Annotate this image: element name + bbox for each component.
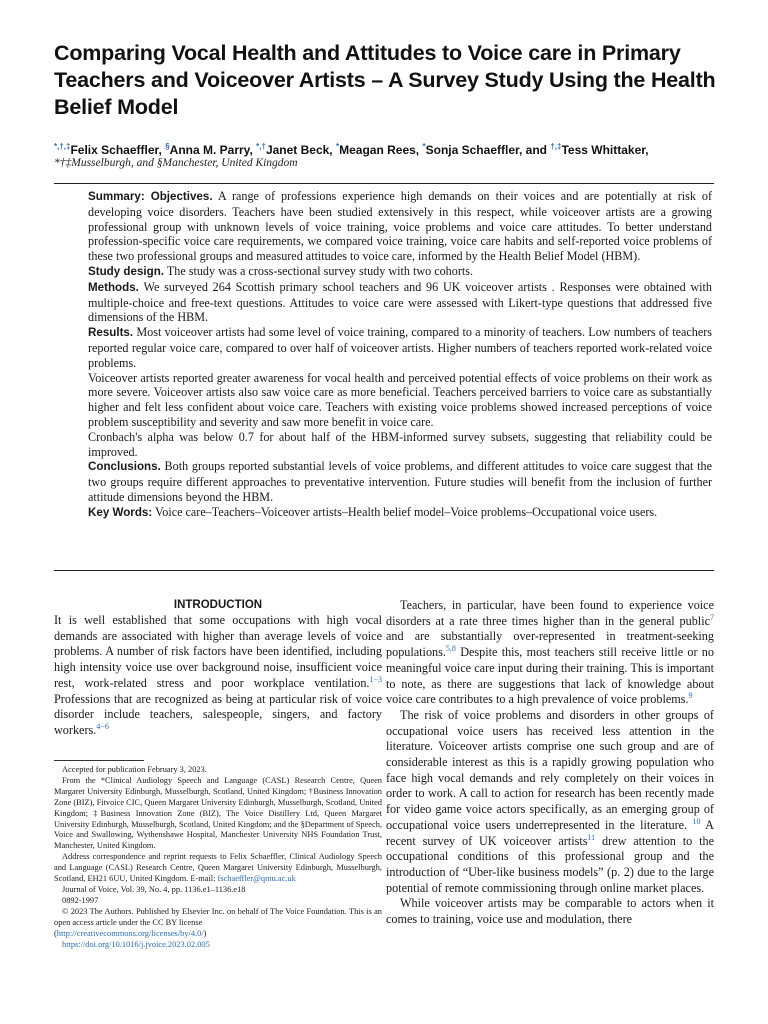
design-text: The study was a cross-sectional survey study with two cohorts. [166, 263, 474, 278]
body-paragraph [386, 708, 714, 896]
abstract-methods [88, 280, 712, 325]
abstract [88, 189, 712, 521]
license-link[interactable]: http://creativecommons.org/licenses/by/4.0/ [56, 928, 204, 938]
accepted-date: Accepted for publication February 3, 2023. [62, 765, 207, 774]
design-label: Study design. [88, 264, 165, 278]
author-affiliation-marks: * [422, 142, 426, 151]
author-name: Sonja Schaeffler, and [425, 143, 547, 157]
methods-label: Methods. [88, 280, 139, 294]
abstract-results-para: Cronbach's alpha was below 0.7 for about half of the HBM-informed survey subsets, suggesting that reliability could be improved. [88, 429, 712, 459]
body-text: The risk of voice problems and disorders in other groups of occupational voice users has received less attention in the literature. Voiceover artists comprise one such group and are of considerable interest as this is a rapidly growing population who face high vocal demands and rely completely on their voices in order to work. A call to action for research has been recently made for video game voice actors specifically, as an emerging group of occupational voice users underrepresented in the literature. [386, 707, 714, 832]
abstract-results-para: Voiceover artists reported greater awareness for vocal health and perceived potential effects of voice problems on their work as more severe. Voiceover artists also saw voice care as more beneficial. Teachers perceived barriers to voice care as substantially higher and felt less confident about voice care. Teachers with existing voice problems showed increased perceptions of voice problem susceptibility and severity and saw more benefit in voice care. [88, 370, 712, 429]
citation-link[interactable]: 9 [688, 691, 693, 701]
objectives-label: Objectives. [150, 190, 213, 203]
body-text: Professions that are recognized as being at particular risk of voice disorder include teachers, salespeople, singers, and factory workers. [54, 691, 382, 737]
abstract-objectives [88, 189, 712, 264]
results-text: Most voiceover artists had some level of voice training, compared to a minority of teachers. Low numbers of teachers reported regular voice care, compared to over half of voiceover artists. Higher numbers of teachers reported work-related voice problems. [88, 325, 712, 370]
email-link[interactable]: fschaeffler@qmu.ac.uk [217, 874, 296, 884]
conclusions-text: Both groups reported substantial levels of voice problems, and different attitudes to voice care suggest that the two groups require different approaches to preventative intervention. Future studies will benefit from the inclusion of further attitude dimensions beyond the HBM. [88, 459, 712, 504]
conclusions-label: Conclusions. [88, 460, 161, 474]
body-column-left [54, 597, 382, 739]
footnotes [54, 765, 382, 950]
body-text: Teachers, in particular, have been found to experience voice disorders at a rate three times higher than in the general public [386, 598, 714, 628]
citation-link[interactable]: 11 [587, 832, 596, 842]
author-name: Anna M. Parry, [169, 143, 253, 157]
keywords-label: Key Words: [88, 505, 153, 519]
citation-link[interactable]: 10 [692, 816, 701, 826]
copyright-note: © 2023 The Authors. Published by Elsevier Inc. on behalf of The Voice Foundation. This is an open access article under the CC BY license [54, 906, 382, 927]
results-label: Results. [88, 326, 134, 340]
abstract-design [88, 264, 712, 280]
body-paragraph [386, 598, 714, 708]
citation-link[interactable]: 7 [710, 612, 714, 622]
author-affiliation-marks: § [165, 142, 170, 151]
doi-link[interactable]: https://doi.org/10.1016/j.jvoice.2023.02.005 [62, 939, 210, 949]
introduction-heading: INTRODUCTION [173, 599, 263, 611]
body-text: drew attention to the occupational conditions of this professional group and the introduction of “Uber-like business models” (p. 2) due to the large potential of remote commissioning through online market places. [386, 833, 714, 895]
body-text: A recent survey of UK voiceover artists [386, 817, 714, 848]
body-column-right [386, 598, 714, 928]
footnote-rule [54, 760, 144, 761]
citation-link[interactable]: 1−3 [369, 674, 382, 684]
abstract-keywords [88, 505, 712, 521]
author-name: Tess Whittaker, [561, 143, 649, 157]
abstract-bottom-rule [54, 570, 714, 571]
body-paragraph [54, 613, 382, 739]
body-paragraph: While voiceover artists may be comparable to actors when it comes to training, voice use and modulation, there [386, 896, 714, 927]
author-affiliation-marks: †,‡ [550, 142, 562, 151]
paren: ( [54, 928, 57, 938]
author-affiliation-marks: *,†,‡ [54, 142, 71, 151]
affiliation-line: *†‡Musselburgh, and §Manchester, United Kingdom [54, 157, 298, 169]
body-text: It is well established that some occupations with high vocal demands are associated with higher than average levels of voice problems. A number of risk factors have been identified, including high intensity voice use over background noise, insufficient voice rest, work-related stress and poor workplace ventilation. [54, 613, 382, 690]
keywords-text: Voice care–Teachers–Voiceover artists–Health belief model–Voice problems–Occupational voice users. [155, 504, 658, 519]
correspondence-text: Address correspondence and reprint requests to Felix Schaeffler, Clinical Audiology Speech and Language (CASL) Research Centre, Queen Margaret University Edinburgh, Musselburgh, Scotland, EH21 6UU, United Kingdom. E-mail: [54, 852, 382, 884]
correspondence-note [54, 852, 382, 885]
abstract-top-rule [54, 183, 714, 184]
author-name: Janet Beck, [265, 143, 333, 157]
author-name: Meagan Rees, [339, 143, 420, 157]
license-line [54, 929, 382, 940]
author-name: Felix Schaeffler, [70, 143, 162, 157]
objectives-text: A range of professions experience high demands on their voices and are potentially at risk of developing voice disorders. Teachers have been studied extensively in this respect, while voiceover artists are a growing professional group with unknown levels of voice training, voice problems and voice care attitudes. To better understand profession-specific voice care requirements, we compared voice training, voice care habits and self-reported voice problems of these two professional groups and measured attitudes to voice care, informed by the Health Belief Model (HBM). [88, 189, 712, 264]
issn: 0892-1997 [62, 895, 99, 905]
citation-link[interactable]: 5,8 [445, 644, 456, 654]
abstract-conclusions [88, 459, 712, 504]
affiliations-note: From the *Clinical Audiology Speech and Language (CASL) Research Centre, Queen Margaret University Edinburgh, Musselburgh, Scotland, United Kingdom; †Business Innovation Zone (BIZ), Fitvoice CIC, Queen Margaret University Edinburgh, Musselburgh, Scotland, United Kingdom; ‡Business Innovation Zone (BIZ), The Voice Distillery Ltd, Queen Margaret University Edinburgh, Musselburgh, Scotland, United Kingdom; and the §Department of Speech, Voice and Swallowing, Wythenshawe Hospital, Manchester University NHS Foundation Trust, Manchester, United Kingdom. [54, 775, 382, 851]
journal-citation: Journal of Voice, Vol. 39, No. 4, pp. 1136.e1–1136.e18 [62, 884, 246, 894]
body-text: and are substantially over-represented in treatment-seeking populations. [386, 629, 714, 660]
author-affiliation-marks: * [335, 142, 340, 151]
citation-link[interactable]: 4−6 [96, 721, 109, 731]
paren: ) [203, 928, 207, 938]
abstract-results [88, 325, 712, 370]
author-affiliation-marks: *,† [256, 142, 266, 151]
doi-line [54, 940, 382, 951]
summary-label: Summary: [88, 190, 145, 203]
methods-text: We surveyed 264 Scottish primary school teachers and 96 UK voiceover artists . Responses were obtained with multiple-choice and free-text questions. Attitudes to voice care were assessed with Likert-type questions that addressed five dimensions of the HBM. [88, 279, 712, 325]
article-title: Comparing Vocal Health and Attitudes to Voice care in Primary Teachers and Voiceover Artists – A Survey Study Using the Health Belief Model [54, 41, 716, 119]
body-text: Despite this, most teachers still receive little or no meaningful voice care input during their training. This is important to note, as there are suggestions that lack of knowledge about voice care contributes to a high prevalence of voice problems. [386, 645, 714, 707]
